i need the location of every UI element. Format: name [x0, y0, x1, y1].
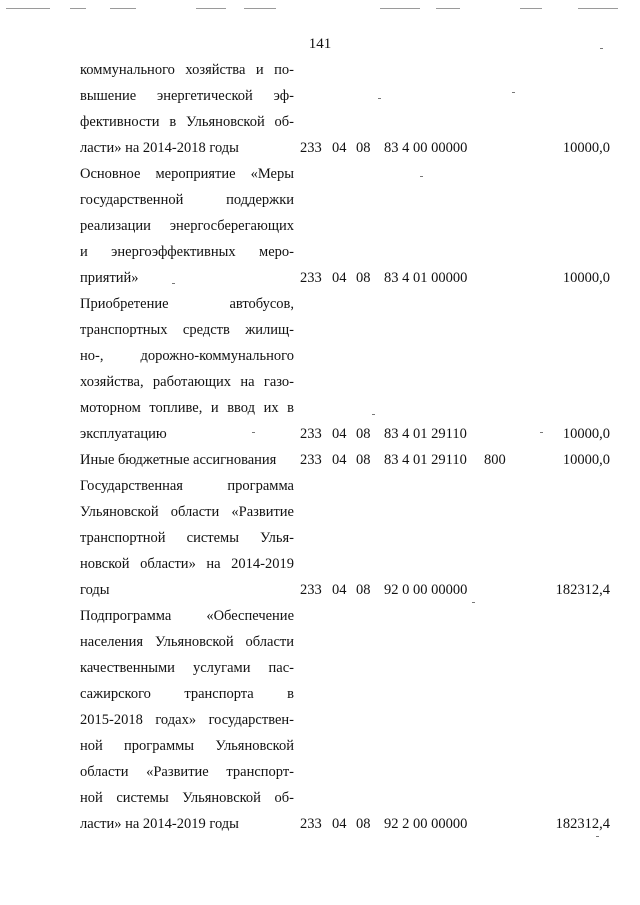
row-description-line: населения Ульяновской области	[80, 634, 294, 650]
subsection-code: 08	[356, 140, 371, 156]
amount: 10000,0	[562, 426, 610, 442]
row-description-line: моторном топливе, и ввод их в	[80, 400, 294, 416]
admin-code: 233	[300, 452, 322, 468]
table-row	[0, 603, 640, 837]
section-code: 04	[332, 140, 347, 156]
scan-speck	[172, 283, 175, 284]
page-number: 141	[308, 36, 332, 52]
table-row	[0, 447, 640, 473]
target-article-code: 92 0 00 00000	[384, 582, 468, 598]
section-code: 04	[332, 816, 347, 832]
scan-speck	[512, 92, 515, 93]
target-article-code: 83 4 01 29110	[384, 426, 467, 442]
row-description-line: Приобретение автобусов,	[80, 296, 294, 312]
scan-speck	[420, 176, 423, 177]
row-description-line: области «Развитие транспорт-	[80, 764, 294, 780]
subsection-code: 08	[356, 270, 371, 286]
amount: 182312,4	[555, 816, 610, 832]
row-description-line: ной системы Ульяновской об-	[80, 790, 294, 806]
row-description-line: приятий»	[80, 270, 139, 286]
row-description-line: качественными услугами пас-	[80, 660, 294, 676]
subsection-code: 08	[356, 426, 371, 442]
section-code: 04	[332, 270, 347, 286]
table-row	[0, 161, 640, 291]
admin-code: 233	[300, 582, 322, 598]
row-description-line: годы	[80, 582, 110, 598]
table-row	[0, 473, 640, 603]
target-article-code: 83 4 00 00000	[384, 140, 468, 156]
section-code: 04	[332, 426, 347, 442]
row-description-line: Государственная программа	[80, 478, 294, 494]
subsection-code: 08	[356, 816, 371, 832]
row-description-line: эксплуатацию	[80, 426, 167, 442]
row-description-line: Основное мероприятие «Меры	[80, 166, 294, 182]
amount: 182312,4	[555, 582, 610, 598]
row-description-line: Ульяновской области «Развитие	[80, 504, 294, 520]
admin-code: 233	[300, 426, 322, 442]
row-description-line: реализации энергосберегающих	[80, 218, 294, 234]
row-description-line: хозяйства, работающих на газо-	[80, 374, 294, 390]
amount: 10000,0	[562, 270, 610, 286]
scan-speck	[540, 432, 543, 433]
row-description-line: ной программы Ульяновской	[80, 738, 294, 754]
table-row	[0, 291, 640, 447]
amount: 10000,0	[562, 140, 610, 156]
scan-speck	[472, 602, 475, 603]
row-description-line: 2015-2018 годах» государствен-	[80, 712, 294, 728]
scan-speck	[600, 48, 603, 49]
target-article-code: 83 4 01 29110	[384, 452, 467, 468]
admin-code: 233	[300, 140, 322, 156]
admin-code: 233	[300, 816, 322, 832]
section-code: 04	[332, 452, 347, 468]
row-description-line: транспортных средств жилищ-	[80, 322, 294, 338]
table-row	[0, 57, 640, 161]
row-description-line: коммунального хозяйства и по-	[80, 62, 294, 78]
scan-speck	[596, 836, 599, 837]
row-description-line: и энергоэффективных меро-	[80, 244, 294, 260]
row-description-line: но-, дорожно-коммунального	[80, 348, 294, 364]
target-article-code: 83 4 01 00000	[384, 270, 468, 286]
row-description-line: ласти» на 2014-2019 годы	[80, 816, 239, 832]
row-description-line: ласти» на 2014-2018 годы	[80, 140, 239, 156]
row-description-line: вышение энергетической эф-	[80, 88, 294, 104]
admin-code: 233	[300, 270, 322, 286]
row-description-line: Иные бюджетные ассигнования	[80, 452, 277, 468]
scan-speck	[252, 432, 255, 433]
row-description-line: новской области» на 2014-2019	[80, 556, 294, 572]
row-description-line: государственной поддержки	[80, 192, 294, 208]
target-article-code: 92 2 00 00000	[384, 816, 468, 832]
scan-speck	[372, 414, 375, 415]
subsection-code: 08	[356, 582, 371, 598]
section-code: 04	[332, 582, 347, 598]
scan-artifact-top	[0, 8, 640, 14]
expense-type-code: 800	[484, 452, 506, 468]
scan-speck	[378, 98, 381, 99]
row-description-line: транспортной системы Улья-	[80, 530, 294, 546]
row-description-line: фективности в Ульяновской об-	[80, 114, 294, 130]
row-description-line: Подпрограмма «Обеспечение	[80, 608, 294, 624]
row-description-line: сажирского транспорта в	[80, 686, 294, 702]
subsection-code: 08	[356, 452, 371, 468]
amount: 10000,0	[562, 452, 610, 468]
